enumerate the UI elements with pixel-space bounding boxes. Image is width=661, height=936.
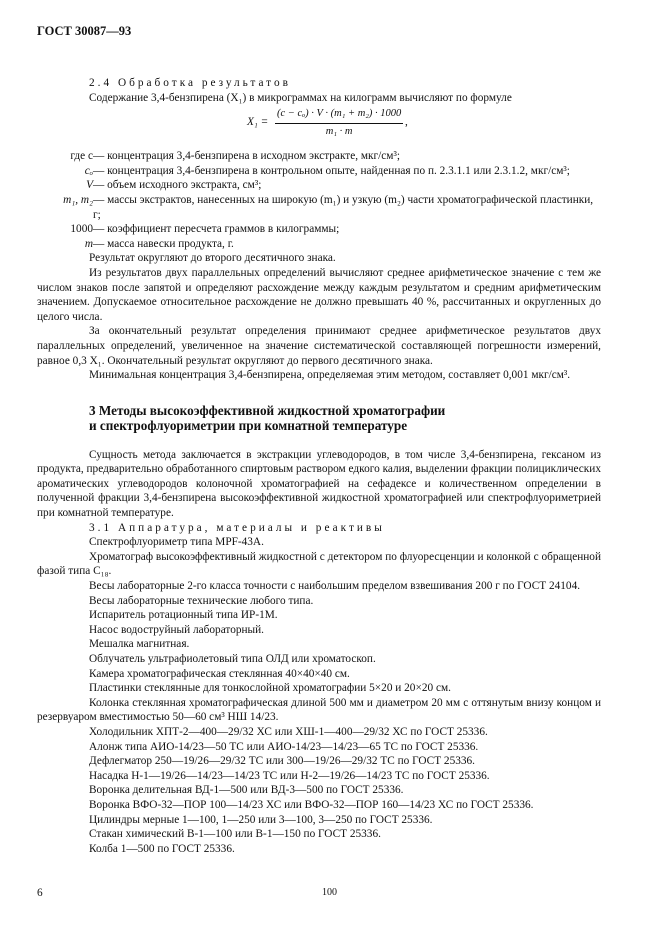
- list-item: Стакан химический В-1—100 или В-1—150 по ГОСТ 25336.: [89, 828, 381, 841]
- list-item: Насос водоструйный лабораторный.: [89, 623, 265, 636]
- paragraph: За окончательный результат определения принимают среднее арифметическое результатов двух параллельных определений, увеличенное на значение систематической составляющей погрешности измерений, равное 0,3 X₁. Окончательный результат округляют до первого десятичного знака.: [37, 325, 601, 367]
- definition-row: [37, 178, 601, 193]
- list-item: Цилиндры мерные 1—100, 1—250 или 3—100, 3—250 по ГОСТ 25336.: [89, 813, 433, 826]
- list-item: Испаритель ротационный типа ИР-1М.: [89, 609, 278, 622]
- definition-text: — объем исходного экстракта, см³;: [93, 179, 262, 192]
- definition-symbol: 1000: [70, 223, 93, 236]
- document-body: [37, 76, 601, 856]
- section-3-title-line1: 3 Методы высокоэффективной жидкостной хроматографии: [89, 402, 446, 418]
- equipment-list: [37, 535, 601, 856]
- list-item: Весы лабораторные 2-го класса точности с наибольшим пределом взвешивания 200 г по ГОСТ 24104.: [89, 580, 581, 593]
- list-item: Холодильник ХПТ-2—400—29/32 ХС или ХШ-1—400—29/32 ХС по ГОСТ 25336.: [89, 725, 488, 738]
- definition-row: [37, 222, 601, 237]
- paragraph: Из результатов двух параллельных определений вычисляют среднее арифметическое значение с тем же числом знаков после запятой и определяют расхождение между каждым результатом и средним арифметическим значением. Допускаемое относительное расхождение не должно превышать 40 %, рассчитанных и округленных до целого числа.: [37, 266, 601, 323]
- list-item: Хроматограф высокоэффективный жидкостной с детектором по флуоресценции и колонкой с обращенной фазой типа C₁₈.: [37, 550, 601, 578]
- definition-text: — коэффициент пересчета граммов в килограммы;: [93, 223, 340, 236]
- section-3-1-heading: 3.1 Аппаратура, материалы и реактивы: [89, 521, 385, 534]
- page-number: 6: [37, 887, 43, 899]
- center-page-number: 100: [322, 887, 337, 898]
- list-item: Насадка Н-1—19/26—14/23—14/23 ТС или Н-2—19/26—14/23 ТС по ГОСТ 25336.: [89, 769, 490, 782]
- list-item: Облучатель ультрафиолетовый типа ОЛД или хроматоскоп.: [89, 653, 376, 665]
- definition-row: [37, 164, 601, 179]
- definition-symbol: cₒ: [84, 164, 93, 177]
- paragraph: Минимальная концентрация 3,4-бензпирена, определяемая этим методом, составляет 0,001 мкг/см³.: [89, 369, 571, 382]
- formula-denominator: m₁ · m: [325, 125, 353, 137]
- definition-symbol: c: [87, 150, 93, 163]
- list-item: Колонка стеклянная хроматографическая длиной 500 мм и диаметром 20 мм с оттянутым внизу концом и резервуаром вместимостью 50—60 см³ НШ 14/23.: [37, 696, 601, 724]
- list-item: Камера хроматографическая стеклянная 40×40×40 см.: [89, 667, 350, 680]
- list-item: Колба 1—500 по ГОСТ 25336.: [89, 842, 235, 855]
- list-item: Спектрофлуориметр типа MPF-43A.: [89, 536, 264, 549]
- section-3-intro: Сущность метода заключается в экстракции углеводородов, в том числе 3,4-бензпирена, гексаном из продукта, предварительно обработанного спиртовым раствором едкого калия, выделении фракции полициклических ароматических углеводородов колоночной хроматографией на сефадексе и количественном определении в полученной фракции 3,4-бензпирена высокоэффективной жидкостной хроматографией или спектрофлуориметрией при комнатной температуре.: [37, 448, 601, 520]
- definition-symbol: V: [86, 179, 93, 192]
- standard-header: ГОСТ 30087—93: [37, 24, 132, 38]
- definition-text: — концентрация 3,4-бензпирена в исходном экстракте, мкг/см³;: [93, 150, 400, 163]
- definition-symbol: m₁, m₂: [63, 193, 93, 206]
- list-item: Воронка делительная ВД-1—500 или ВД-3—500 по ГОСТ 25336.: [89, 784, 404, 797]
- definition-row: [37, 149, 601, 164]
- section-3-title: [89, 403, 601, 434]
- definition-row: [37, 193, 601, 222]
- definitions-list: [37, 149, 601, 251]
- paragraph: Результат округляют до второго десятичного знака.: [89, 252, 336, 265]
- list-item: Пластинки стеклянные для тонкослойной хроматографии 5×20 и 20×20 см.: [89, 682, 451, 695]
- definition-text: — концентрация 3,4-бензпирена в контрольном опыте, найденная по п. 2.3.1.1 или 2.3.1.2, мкг/см³;: [93, 164, 570, 177]
- formula-fraction: [275, 107, 403, 139]
- list-item: Дефлегматор 250—19/26—29/32 ТС или 300—19/26—29/32 ТС по ГОСТ 25336.: [89, 755, 475, 768]
- list-item: Воронка ВФО-32—ПОР 100—14/23 ХС или ВФО-32—ПОР 160—14/23 ХС по ГОСТ 25336.: [89, 798, 534, 811]
- definition-row: [37, 237, 601, 252]
- section-3-title-line2: и спектрофлуориметрии при комнатной температуре: [89, 418, 408, 434]
- section-2-4-heading: 2.4 Обработка результатов: [89, 77, 291, 89]
- formula-numerator: (c − cₒ) · V · (m₁ + m₂) · 1000: [275, 107, 403, 124]
- definition-symbol: m: [84, 237, 93, 250]
- formula-trail: ,: [405, 116, 408, 129]
- definition-text: — массы экстрактов, нанесенных на широкую (m₁) и узкую (m₂) части хроматографической пластинки, г;: [93, 193, 594, 221]
- section-2-4-intro: Содержание 3,4-бензпирена (X₁) в микрограммах на килограмм вычисляют по формуле: [89, 91, 512, 104]
- formula-lhs: X₁ =: [247, 116, 269, 129]
- list-item: Мешалка магнитная.: [89, 638, 190, 651]
- list-item: Весы лабораторные технические любого типа.: [89, 594, 314, 607]
- definition-text: — масса навески продукта, г.: [93, 237, 234, 250]
- list-item: Алонж типа АИО-14/23—50 ТС или АИО-14/23—14/23—65 ТС по ГОСТ 25336.: [89, 740, 479, 753]
- definition-lead: где: [70, 150, 86, 163]
- formula: [37, 107, 601, 145]
